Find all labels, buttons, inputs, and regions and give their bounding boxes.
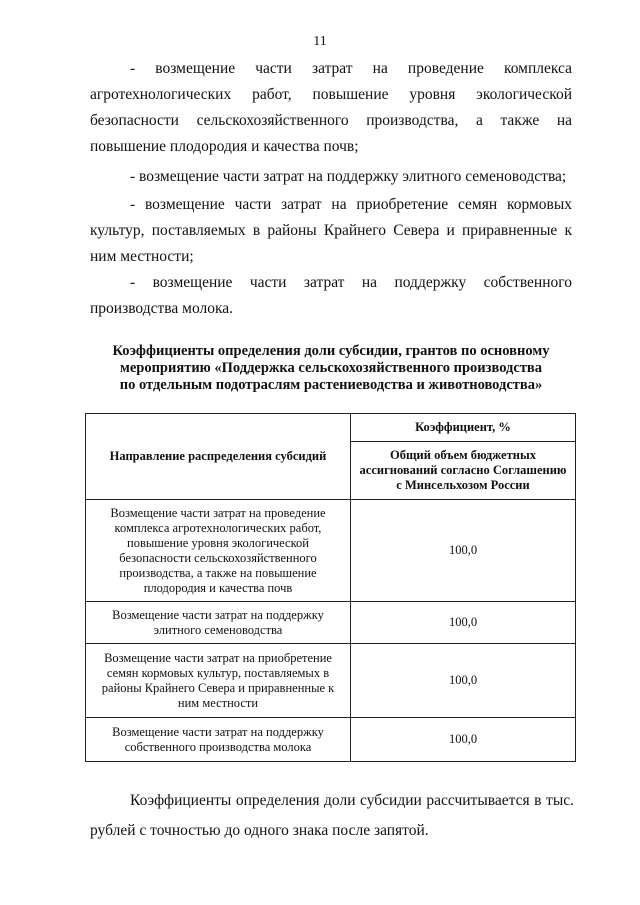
heading-line-3: по отдельным подотраслям растениеводства и животноводства»	[119, 377, 543, 393]
coefficient-header: Коэффициент, %	[351, 414, 576, 442]
footer-line-2: рублей с точностью до одного знака после запятой.	[90, 822, 429, 839]
value-cell: 100,0	[351, 718, 576, 762]
value-cell: 100,0	[351, 500, 576, 602]
heading-line-2: мероприятию «Поддержка сельскохозяйственного производства	[119, 360, 543, 376]
direction-cell: Возмещение части затрат на приобретение семян кормовых культур, поставляемых в районы Крайнего Севера и приравненные к ним местности	[86, 644, 351, 718]
table-heading	[90, 343, 572, 394]
table-row	[86, 718, 576, 762]
footer-paragraph	[90, 786, 574, 846]
direction-cell: Возмещение части затрат на поддержку элитного семеноводства	[86, 602, 351, 644]
direction-cell: Возмещение части затрат на проведение комплекса агротехнологических работ, повышение уровня экологической безопасности сельскохозяйственного производства, а также на повышение плодородия и качества почв	[86, 500, 351, 602]
coefficients-table	[85, 413, 576, 762]
direction-cell: Возмещение части затрат на поддержку собственного производства молока	[86, 718, 351, 762]
table-header-row	[86, 414, 576, 442]
table-row	[86, 644, 576, 718]
page-number: 11	[313, 34, 327, 49]
footer-line-1: Коэффициенты определения доли субсидии рассчитывается в тыс.	[130, 792, 574, 809]
direction-header: Направление распределения субсидий	[86, 414, 351, 500]
bullet-paragraph-1: - возмещение части затрат на проведение комплекса агротехнологических работ, повышение уровня экологической безопасности сельскохозяйственного производства, а также на повышение плодородия и качества почв;	[90, 60, 572, 155]
value-cell: 100,0	[351, 602, 576, 644]
bullet-paragraph-3: - возмещение части затрат на приобретение семян кормовых культур, поставляемых в районы Крайнего Севера и приравненные к ним местности;	[90, 196, 572, 265]
value-cell: 100,0	[351, 644, 576, 718]
budget-subheader: Общий объем бюджетных ассигнований согласно Соглашению с Минсельхозом России	[351, 442, 576, 500]
table-row	[86, 500, 576, 602]
heading-line-1: Коэффициенты определения доли субсидии, грантов по основному	[112, 343, 550, 359]
table-row	[86, 602, 576, 644]
bullet-paragraph-2: - возмещение части затрат на поддержку элитного семеноводства;	[130, 168, 567, 185]
bullet-paragraph-4: - возмещение части затрат на поддержку собственного производства молока.	[90, 274, 572, 317]
